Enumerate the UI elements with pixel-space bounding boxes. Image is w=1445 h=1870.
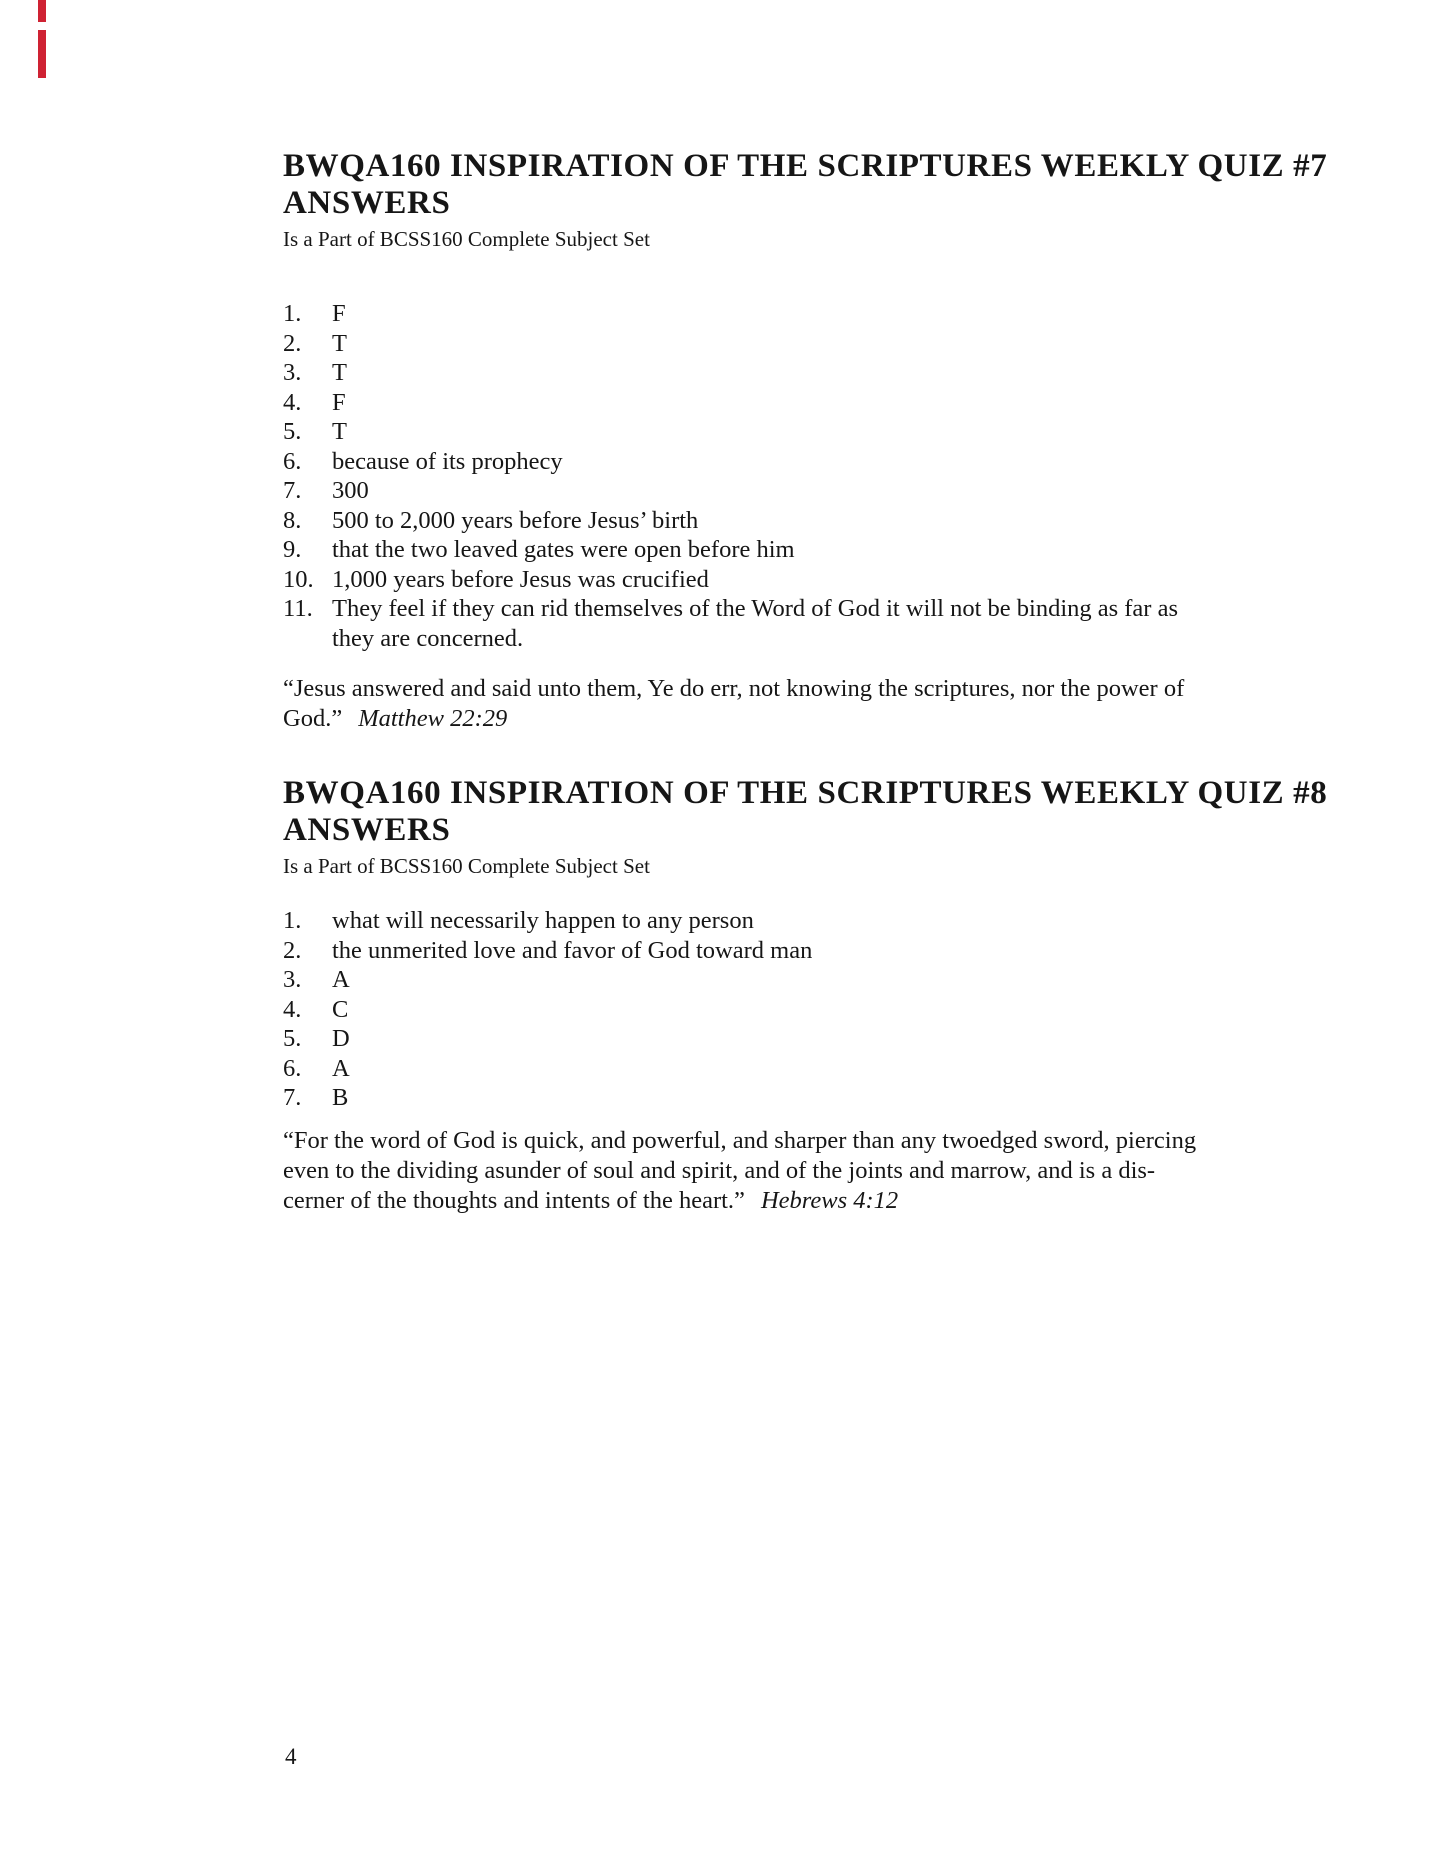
item-text: T: [332, 329, 347, 357]
answer-item: [283, 995, 1375, 1025]
item-number: 3.: [283, 359, 302, 386]
item-text: that the two leaved gates were open before him: [332, 536, 795, 563]
answer-item: [283, 329, 1375, 359]
item-text: what will necessarily happen to any person: [332, 907, 754, 934]
item-number: 8.: [283, 506, 302, 534]
answer-item: [283, 506, 1375, 536]
item-text: B: [332, 1084, 349, 1111]
item-number: 2.: [283, 329, 302, 357]
item-text: A: [332, 966, 350, 993]
item-number: 6.: [283, 447, 302, 475]
answer-item: [283, 1024, 1375, 1054]
item-number: 7.: [283, 477, 302, 504]
answer-item: [283, 936, 1375, 966]
item-text: 500 to 2,000 years before Jesus’ birth: [332, 506, 699, 534]
answer-item: [283, 906, 1375, 936]
quiz8-title-line1: BWQA160 INSPIRATION OF THE SCRIPTURES WEEKLY QUIZ #8: [283, 775, 1328, 811]
scripture-reference: Hebrews 4:12: [760, 1186, 899, 1214]
answer-item: [283, 299, 1375, 329]
answer-item: [283, 447, 1375, 477]
quiz8-answer-list: [283, 906, 1375, 1113]
item-number: 1.: [283, 907, 302, 934]
item-text: because of its prophecy: [332, 447, 563, 475]
item-number: 1.: [283, 300, 302, 327]
item-number: 9.: [283, 536, 302, 563]
quote-line1: “Jesus answered and said unto them, Ye do err, not knowing the scriptures, nor the power of: [283, 675, 1185, 702]
answer-item: [283, 388, 1375, 418]
quiz7-subtitle: Is a Part of BCSS160 Complete Subject Set: [283, 227, 650, 251]
answer-item: [283, 476, 1375, 506]
item-number: 7.: [283, 1084, 302, 1111]
quiz8-subtitle: Is a Part of BCSS160 Complete Subject Set: [283, 854, 650, 878]
answer-item: [283, 358, 1375, 388]
item-text: D: [332, 1025, 350, 1052]
quiz7-title-line1: BWQA160 INSPIRATION OF THE SCRIPTURES WEEKLY QUIZ #7: [283, 148, 1328, 184]
item-number: 11.: [283, 595, 313, 622]
quote-line2: [283, 704, 1375, 734]
item-text: A: [332, 1054, 350, 1082]
item-number: 10.: [283, 565, 314, 593]
item-number: 4.: [283, 995, 302, 1023]
quote-line1: “For the word of God is quick, and powerful, and sharper than any twoedged sword, piercing: [283, 1126, 1197, 1154]
quote-line2-text: God.”: [283, 705, 343, 732]
item-text: C: [332, 995, 349, 1023]
page-number: 4: [285, 1744, 297, 1769]
item-number: 2.: [283, 936, 302, 964]
item-number: 5.: [283, 1025, 302, 1052]
item-text: the unmerited love and favor of God toward man: [332, 936, 813, 964]
answer-item: [283, 1054, 1375, 1084]
item-text: 300: [332, 477, 369, 504]
item-number: 5.: [283, 418, 302, 445]
item-text: F: [332, 300, 346, 327]
item-number: 4.: [283, 388, 302, 416]
item-text-line2: they are concerned.: [332, 624, 524, 652]
quiz7-title-line2: ANSWERS: [283, 185, 451, 221]
quote-line3: [283, 1186, 1375, 1216]
scan-artifact-red-line: [38, 0, 46, 22]
quote-line3-text: cerner of the thoughts and intents of the heart.”: [283, 1186, 745, 1214]
quiz7-section: [283, 148, 1375, 734]
item-number: 3.: [283, 966, 302, 993]
item-text: [332, 594, 1375, 653]
quiz8-title-line2: ANSWERS: [283, 812, 451, 848]
item-text: T: [332, 418, 347, 445]
item-text-line1: They feel if they can rid themselves of the Word of God it will not be binding as far as: [332, 595, 1179, 622]
item-text: 1,000 years before Jesus was crucified: [332, 565, 709, 593]
answer-item: [283, 965, 1375, 995]
answer-item: [283, 535, 1375, 565]
answer-item: [283, 565, 1375, 595]
scripture-reference: Matthew 22:29: [358, 705, 508, 732]
quote-line2: even to the dividing asunder of soul and spirit, and of the joints and marrow, and is a dis-: [283, 1156, 1156, 1184]
quiz8-scripture-quote: [283, 1126, 1375, 1216]
scan-artifact-red-line: [38, 30, 46, 78]
answer-item: [283, 417, 1375, 447]
quiz7-answer-list: [283, 299, 1375, 653]
item-number: 6.: [283, 1054, 302, 1082]
quiz7-scripture-quote: [283, 674, 1375, 734]
quiz8-section: [283, 775, 1375, 1216]
item-text: F: [332, 388, 346, 416]
item-text: T: [332, 359, 347, 386]
answer-item: [283, 1083, 1375, 1113]
answer-item: [283, 594, 1375, 653]
